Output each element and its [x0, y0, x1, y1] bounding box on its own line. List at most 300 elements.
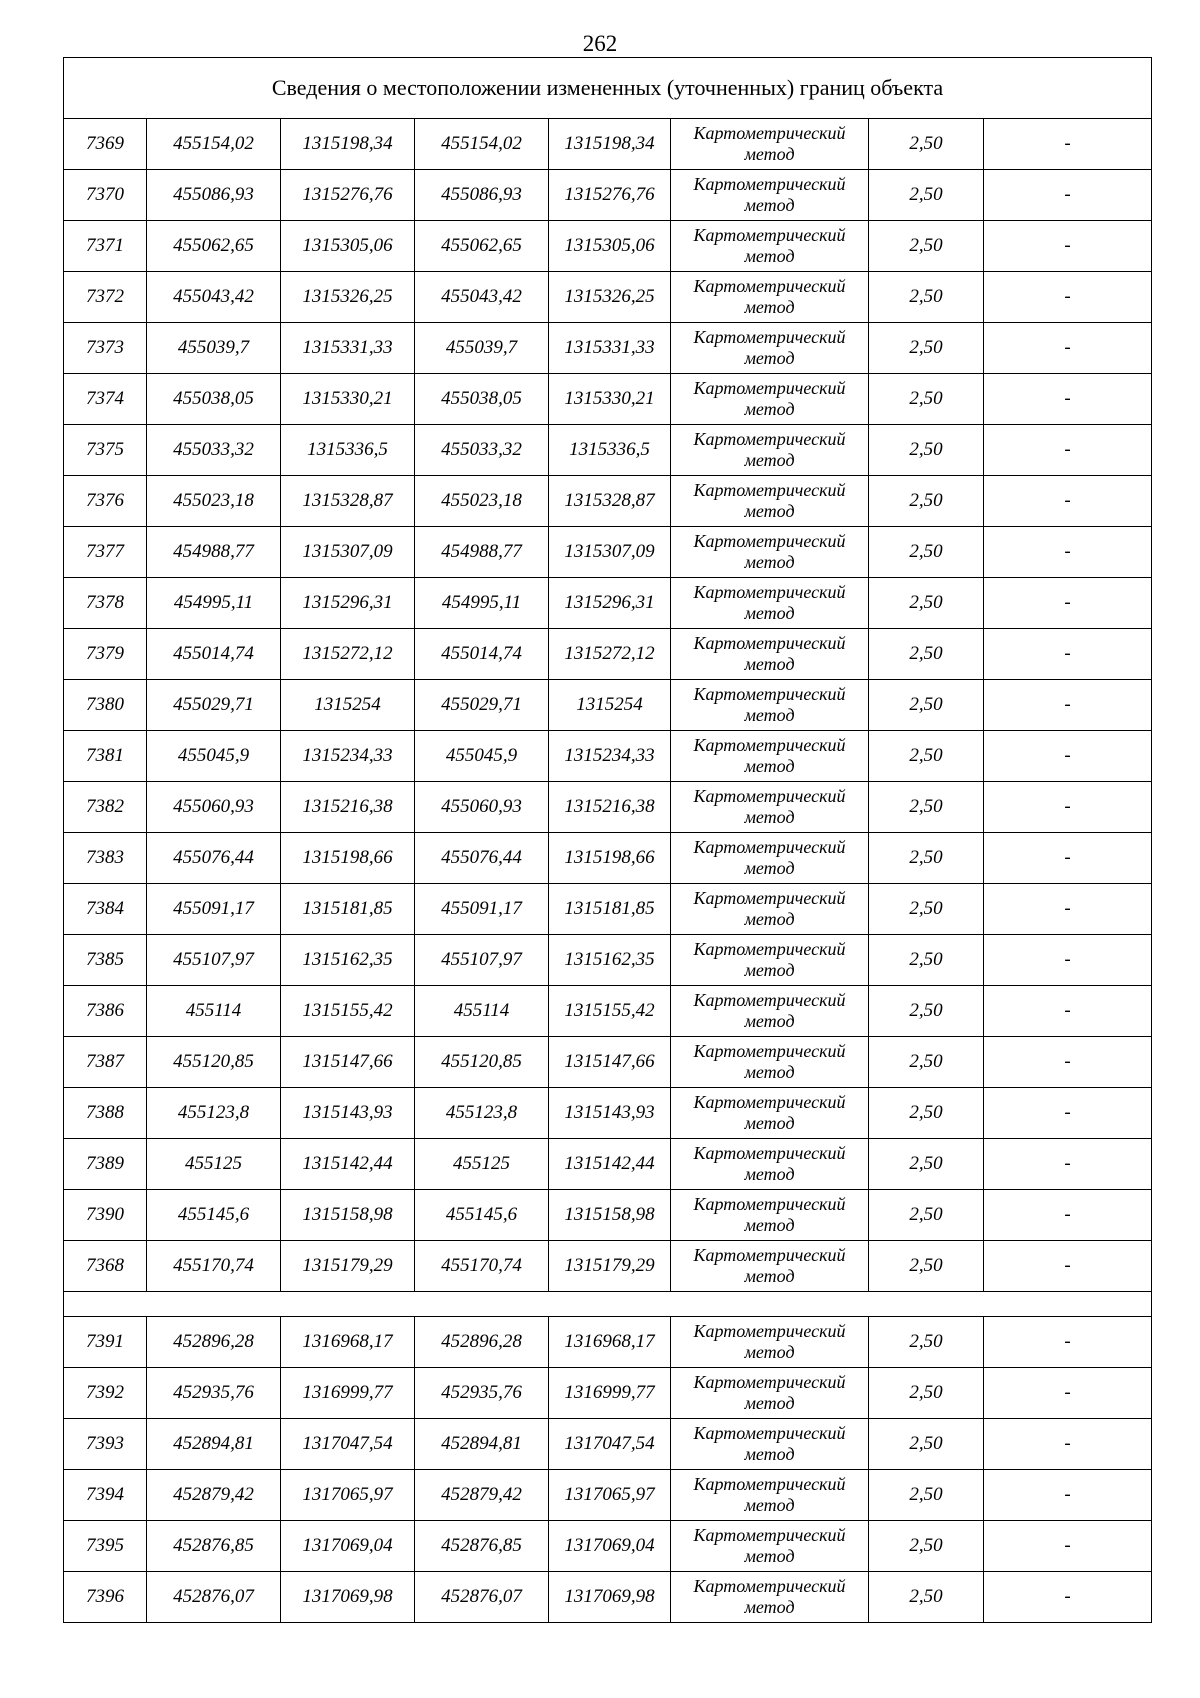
refined-x-cell: 452879,42	[415, 1470, 549, 1521]
refined-x-cell: 455014,74	[415, 629, 549, 680]
method-line-2: метод	[744, 1266, 795, 1286]
existing-y-cell: 1317047,54	[281, 1419, 415, 1470]
existing-y-cell: 1315326,25	[281, 272, 415, 323]
table-row	[64, 1088, 1152, 1139]
accuracy-cell: 2,50	[869, 1317, 984, 1368]
existing-y-cell: 1315162,35	[281, 935, 415, 986]
method-line-1: Картометрический	[693, 1092, 846, 1112]
table-row	[64, 1037, 1152, 1088]
table-title: Сведения о местоположении измененных (уточненных) границ объекта	[64, 58, 1152, 119]
note-cell: -	[984, 1317, 1152, 1368]
point-number-cell: 7392	[64, 1368, 147, 1419]
existing-x-cell: 455091,17	[147, 884, 281, 935]
accuracy-cell: 2,50	[869, 833, 984, 884]
accuracy-cell: 2,50	[869, 476, 984, 527]
method-line-2: метод	[744, 705, 795, 725]
accuracy-cell: 2,50	[869, 1572, 984, 1623]
method-line-1: Картометрический	[693, 1245, 846, 1265]
method-cell	[671, 1037, 869, 1088]
refined-y-cell: 1315328,87	[549, 476, 671, 527]
accuracy-cell: 2,50	[869, 1470, 984, 1521]
table-row	[64, 986, 1152, 1037]
refined-y-cell: 1315162,35	[549, 935, 671, 986]
refined-x-cell: 455091,17	[415, 884, 549, 935]
refined-x-cell: 455039,7	[415, 323, 549, 374]
accuracy-cell: 2,50	[869, 680, 984, 731]
method-line-2: метод	[744, 1113, 795, 1133]
point-number-cell: 7372	[64, 272, 147, 323]
boundary-points-table	[63, 57, 1152, 1623]
accuracy-cell: 2,50	[869, 935, 984, 986]
existing-y-cell: 1315330,21	[281, 374, 415, 425]
existing-y-cell: 1315158,98	[281, 1190, 415, 1241]
table-row	[64, 1368, 1152, 1419]
method-line-1: Картометрический	[693, 123, 846, 143]
note-cell: -	[984, 323, 1152, 374]
method-cell	[671, 1317, 869, 1368]
method-line-2: метод	[744, 144, 795, 164]
existing-x-cell: 455086,93	[147, 170, 281, 221]
accuracy-cell: 2,50	[869, 323, 984, 374]
existing-x-cell: 452894,81	[147, 1419, 281, 1470]
table-row	[64, 425, 1152, 476]
note-cell: -	[984, 1368, 1152, 1419]
existing-x-cell: 455154,02	[147, 119, 281, 170]
existing-y-cell: 1315254	[281, 680, 415, 731]
existing-y-cell: 1315181,85	[281, 884, 415, 935]
accuracy-cell: 2,50	[869, 782, 984, 833]
refined-y-cell: 1315181,85	[549, 884, 671, 935]
refined-y-cell: 1315142,44	[549, 1139, 671, 1190]
method-line-2: метод	[744, 756, 795, 776]
method-line-2: метод	[744, 552, 795, 572]
existing-y-cell: 1315272,12	[281, 629, 415, 680]
method-cell	[671, 680, 869, 731]
method-line-1: Картометрический	[693, 633, 846, 653]
method-cell	[671, 425, 869, 476]
table-row	[64, 731, 1152, 782]
page-number: 262	[582, 31, 618, 56]
point-number-cell: 7387	[64, 1037, 147, 1088]
existing-x-cell: 455060,93	[147, 782, 281, 833]
refined-y-cell: 1315254	[549, 680, 671, 731]
refined-y-cell: 1315158,98	[549, 1190, 671, 1241]
existing-x-cell: 452879,42	[147, 1470, 281, 1521]
point-number-cell: 7388	[64, 1088, 147, 1139]
method-line-1: Картометрический	[693, 1321, 846, 1341]
refined-x-cell: 455062,65	[415, 221, 549, 272]
existing-x-cell: 455045,9	[147, 731, 281, 782]
refined-x-cell: 455029,71	[415, 680, 549, 731]
accuracy-cell: 2,50	[869, 527, 984, 578]
accuracy-cell: 2,50	[869, 884, 984, 935]
refined-x-cell: 455154,02	[415, 119, 549, 170]
existing-y-cell: 1315296,31	[281, 578, 415, 629]
table-row	[64, 476, 1152, 527]
method-line-1: Картометрический	[693, 429, 846, 449]
accuracy-cell: 2,50	[869, 1368, 984, 1419]
existing-x-cell: 455033,32	[147, 425, 281, 476]
existing-x-cell: 455125	[147, 1139, 281, 1190]
accuracy-cell: 2,50	[869, 221, 984, 272]
method-line-1: Картометрический	[693, 1041, 846, 1061]
accuracy-cell: 2,50	[869, 374, 984, 425]
note-cell: -	[984, 425, 1152, 476]
method-line-2: метод	[744, 246, 795, 266]
table-row	[64, 782, 1152, 833]
method-line-1: Картометрический	[693, 1423, 846, 1443]
refined-y-cell: 1315330,21	[549, 374, 671, 425]
refined-x-cell: 455038,05	[415, 374, 549, 425]
existing-x-cell: 455170,74	[147, 1241, 281, 1292]
method-cell	[671, 323, 869, 374]
method-line-1: Картометрический	[693, 327, 846, 347]
group-separator-cell	[64, 1292, 1152, 1317]
note-cell: -	[984, 1037, 1152, 1088]
method-line-2: метод	[744, 195, 795, 215]
existing-y-cell: 1316968,17	[281, 1317, 415, 1368]
point-number-cell: 7370	[64, 170, 147, 221]
note-cell: -	[984, 527, 1152, 578]
refined-x-cell: 455043,42	[415, 272, 549, 323]
note-cell: -	[984, 731, 1152, 782]
method-line-1: Картометрический	[693, 684, 846, 704]
method-line-2: метод	[744, 1011, 795, 1031]
table-row	[64, 1241, 1152, 1292]
existing-y-cell: 1315276,76	[281, 170, 415, 221]
accuracy-cell: 2,50	[869, 272, 984, 323]
point-number-cell: 7376	[64, 476, 147, 527]
point-number-cell: 7383	[64, 833, 147, 884]
refined-y-cell: 1315307,09	[549, 527, 671, 578]
point-number-cell: 7395	[64, 1521, 147, 1572]
point-number-cell: 7396	[64, 1572, 147, 1623]
method-cell	[671, 170, 869, 221]
point-number-cell: 7373	[64, 323, 147, 374]
note-cell: -	[984, 374, 1152, 425]
method-line-2: метод	[744, 1062, 795, 1082]
existing-y-cell: 1315305,06	[281, 221, 415, 272]
existing-y-cell: 1315179,29	[281, 1241, 415, 1292]
method-line-1: Картометрический	[693, 939, 846, 959]
method-line-1: Картометрический	[693, 276, 846, 296]
note-cell: -	[984, 629, 1152, 680]
refined-y-cell: 1317069,98	[549, 1572, 671, 1623]
refined-y-cell: 1315305,06	[549, 221, 671, 272]
refined-y-cell: 1317065,97	[549, 1470, 671, 1521]
existing-x-cell: 455114	[147, 986, 281, 1037]
existing-x-cell: 455145,6	[147, 1190, 281, 1241]
note-cell: -	[984, 1419, 1152, 1470]
refined-x-cell: 452896,28	[415, 1317, 549, 1368]
refined-y-cell: 1315198,34	[549, 119, 671, 170]
method-line-1: Картометрический	[693, 480, 846, 500]
method-cell	[671, 986, 869, 1037]
existing-y-cell: 1315142,44	[281, 1139, 415, 1190]
existing-x-cell: 455123,8	[147, 1088, 281, 1139]
table-row	[64, 629, 1152, 680]
existing-x-cell: 452876,85	[147, 1521, 281, 1572]
accuracy-cell: 2,50	[869, 1241, 984, 1292]
note-cell: -	[984, 1470, 1152, 1521]
method-cell	[671, 884, 869, 935]
method-line-2: метод	[744, 450, 795, 470]
accuracy-cell: 2,50	[869, 1139, 984, 1190]
existing-y-cell: 1317069,98	[281, 1572, 415, 1623]
point-number-cell: 7381	[64, 731, 147, 782]
point-number-cell: 7371	[64, 221, 147, 272]
method-cell	[671, 1368, 869, 1419]
refined-x-cell: 455076,44	[415, 833, 549, 884]
point-number-cell: 7394	[64, 1470, 147, 1521]
table-row	[64, 1521, 1152, 1572]
refined-x-cell: 455045,9	[415, 731, 549, 782]
method-cell	[671, 1419, 869, 1470]
existing-x-cell: 455062,65	[147, 221, 281, 272]
refined-x-cell: 455107,97	[415, 935, 549, 986]
method-line-1: Картометрический	[693, 1576, 846, 1596]
note-cell: -	[984, 1190, 1152, 1241]
method-cell	[671, 1139, 869, 1190]
method-line-2: метод	[744, 297, 795, 317]
refined-x-cell: 455114	[415, 986, 549, 1037]
table-row	[64, 1419, 1152, 1470]
note-cell: -	[984, 272, 1152, 323]
existing-y-cell: 1315198,66	[281, 833, 415, 884]
existing-x-cell: 455076,44	[147, 833, 281, 884]
existing-x-cell: 455038,05	[147, 374, 281, 425]
note-cell: -	[984, 1088, 1152, 1139]
table-body	[64, 58, 1152, 1623]
table-row	[64, 884, 1152, 935]
method-line-1: Картометрический	[693, 735, 846, 755]
method-line-1: Картометрический	[693, 1143, 846, 1163]
point-number-cell: 7375	[64, 425, 147, 476]
method-line-1: Картометрический	[693, 1525, 846, 1545]
table-row	[64, 1470, 1152, 1521]
point-number-cell: 7378	[64, 578, 147, 629]
method-line-1: Картометрический	[693, 582, 846, 602]
method-line-2: метод	[744, 1597, 795, 1617]
refined-y-cell: 1317047,54	[549, 1419, 671, 1470]
existing-x-cell: 452876,07	[147, 1572, 281, 1623]
existing-y-cell: 1315331,33	[281, 323, 415, 374]
point-number-cell: 7393	[64, 1419, 147, 1470]
table-row	[64, 680, 1152, 731]
method-cell	[671, 629, 869, 680]
note-cell: -	[984, 1572, 1152, 1623]
table-row	[64, 323, 1152, 374]
accuracy-cell: 2,50	[869, 578, 984, 629]
accuracy-cell: 2,50	[869, 425, 984, 476]
existing-x-cell: 455107,97	[147, 935, 281, 986]
table-row	[64, 1190, 1152, 1241]
refined-x-cell: 454995,11	[415, 578, 549, 629]
note-cell: -	[984, 170, 1152, 221]
point-number-cell: 7385	[64, 935, 147, 986]
method-cell	[671, 1241, 869, 1292]
method-cell	[671, 1470, 869, 1521]
existing-x-cell: 454995,11	[147, 578, 281, 629]
refined-x-cell: 455170,74	[415, 1241, 549, 1292]
method-line-2: метод	[744, 807, 795, 827]
table-row	[64, 1139, 1152, 1190]
refined-y-cell: 1315336,5	[549, 425, 671, 476]
method-line-1: Картометрический	[693, 225, 846, 245]
refined-y-cell: 1316968,17	[549, 1317, 671, 1368]
method-line-1: Картометрический	[693, 990, 846, 1010]
method-cell	[671, 782, 869, 833]
note-cell: -	[984, 1139, 1152, 1190]
method-line-1: Картометрический	[693, 531, 846, 551]
refined-x-cell: 455123,8	[415, 1088, 549, 1139]
existing-x-cell: 452896,28	[147, 1317, 281, 1368]
table-row	[64, 119, 1152, 170]
refined-y-cell: 1315272,12	[549, 629, 671, 680]
point-number-cell: 7369	[64, 119, 147, 170]
method-line-2: метод	[744, 399, 795, 419]
refined-x-cell: 455023,18	[415, 476, 549, 527]
method-cell	[671, 1190, 869, 1241]
note-cell: -	[984, 833, 1152, 884]
table-row	[64, 170, 1152, 221]
table-row	[64, 578, 1152, 629]
method-cell	[671, 221, 869, 272]
note-cell: -	[984, 1241, 1152, 1292]
refined-x-cell: 455145,6	[415, 1190, 549, 1241]
existing-y-cell: 1315307,09	[281, 527, 415, 578]
table-row	[64, 935, 1152, 986]
point-number-cell: 7390	[64, 1190, 147, 1241]
existing-y-cell: 1315216,38	[281, 782, 415, 833]
method-line-2: метод	[744, 960, 795, 980]
method-cell	[671, 935, 869, 986]
method-line-2: метод	[744, 603, 795, 623]
existing-x-cell: 455014,74	[147, 629, 281, 680]
method-line-2: метод	[744, 858, 795, 878]
method-line-2: метод	[744, 654, 795, 674]
refined-y-cell: 1315147,66	[549, 1037, 671, 1088]
method-line-2: метод	[744, 1495, 795, 1515]
refined-x-cell: 455125	[415, 1139, 549, 1190]
method-cell	[671, 1572, 869, 1623]
accuracy-cell: 2,50	[869, 731, 984, 782]
refined-y-cell: 1315179,29	[549, 1241, 671, 1292]
accuracy-cell: 2,50	[869, 1037, 984, 1088]
method-line-1: Картометрический	[693, 1194, 846, 1214]
refined-y-cell: 1315155,42	[549, 986, 671, 1037]
method-line-1: Картометрический	[693, 888, 846, 908]
point-number-cell: 7377	[64, 527, 147, 578]
method-line-2: метод	[744, 1444, 795, 1464]
refined-x-cell: 455060,93	[415, 782, 549, 833]
note-cell: -	[984, 476, 1152, 527]
accuracy-cell: 2,50	[869, 1419, 984, 1470]
method-line-1: Картометрический	[693, 1474, 846, 1494]
accuracy-cell: 2,50	[869, 119, 984, 170]
existing-y-cell: 1315336,5	[281, 425, 415, 476]
existing-x-cell: 455039,7	[147, 323, 281, 374]
accuracy-cell: 2,50	[869, 1088, 984, 1139]
method-line-2: метод	[744, 1393, 795, 1413]
method-line-1: Картометрический	[693, 1372, 846, 1392]
refined-y-cell: 1315143,93	[549, 1088, 671, 1139]
existing-x-cell: 452935,76	[147, 1368, 281, 1419]
method-line-1: Картометрический	[693, 786, 846, 806]
existing-x-cell: 454988,77	[147, 527, 281, 578]
refined-x-cell: 452876,07	[415, 1572, 549, 1623]
note-cell: -	[984, 935, 1152, 986]
note-cell: -	[984, 221, 1152, 272]
method-cell	[671, 833, 869, 884]
point-number-cell: 7374	[64, 374, 147, 425]
table-row	[64, 1317, 1152, 1368]
table-row	[64, 221, 1152, 272]
existing-x-cell: 455029,71	[147, 680, 281, 731]
note-cell: -	[984, 884, 1152, 935]
point-number-cell: 7368	[64, 1241, 147, 1292]
existing-y-cell: 1315234,33	[281, 731, 415, 782]
existing-y-cell: 1316999,77	[281, 1368, 415, 1419]
point-number-cell: 7389	[64, 1139, 147, 1190]
accuracy-cell: 2,50	[869, 1521, 984, 1572]
refined-x-cell: 452935,76	[415, 1368, 549, 1419]
refined-y-cell: 1315198,66	[549, 833, 671, 884]
method-cell	[671, 527, 869, 578]
refined-x-cell: 455033,32	[415, 425, 549, 476]
method-line-2: метод	[744, 348, 795, 368]
method-line-2: метод	[744, 1342, 795, 1362]
method-cell	[671, 578, 869, 629]
refined-y-cell: 1317069,04	[549, 1521, 671, 1572]
note-cell: -	[984, 578, 1152, 629]
refined-y-cell: 1315326,25	[549, 272, 671, 323]
point-number-cell: 7384	[64, 884, 147, 935]
refined-x-cell: 455120,85	[415, 1037, 549, 1088]
point-number-cell: 7379	[64, 629, 147, 680]
method-cell	[671, 374, 869, 425]
refined-y-cell: 1315296,31	[549, 578, 671, 629]
method-cell	[671, 1088, 869, 1139]
table-row	[64, 833, 1152, 884]
accuracy-cell: 2,50	[869, 629, 984, 680]
refined-y-cell: 1315331,33	[549, 323, 671, 374]
existing-y-cell: 1315328,87	[281, 476, 415, 527]
note-cell: -	[984, 680, 1152, 731]
accuracy-cell: 2,50	[869, 1190, 984, 1241]
table-title-row	[64, 58, 1152, 119]
point-number-cell: 7391	[64, 1317, 147, 1368]
existing-y-cell: 1315147,66	[281, 1037, 415, 1088]
method-cell	[671, 272, 869, 323]
method-cell	[671, 476, 869, 527]
method-line-2: метод	[744, 1215, 795, 1235]
method-line-2: метод	[744, 501, 795, 521]
accuracy-cell: 2,50	[869, 170, 984, 221]
note-cell: -	[984, 986, 1152, 1037]
note-cell: -	[984, 1521, 1152, 1572]
existing-y-cell: 1317069,04	[281, 1521, 415, 1572]
existing-y-cell: 1315143,93	[281, 1088, 415, 1139]
accuracy-cell: 2,50	[869, 986, 984, 1037]
refined-x-cell: 452894,81	[415, 1419, 549, 1470]
method-cell	[671, 731, 869, 782]
existing-x-cell: 455120,85	[147, 1037, 281, 1088]
point-number-cell: 7386	[64, 986, 147, 1037]
method-line-2: метод	[744, 1546, 795, 1566]
note-cell: -	[984, 119, 1152, 170]
table-row	[64, 272, 1152, 323]
